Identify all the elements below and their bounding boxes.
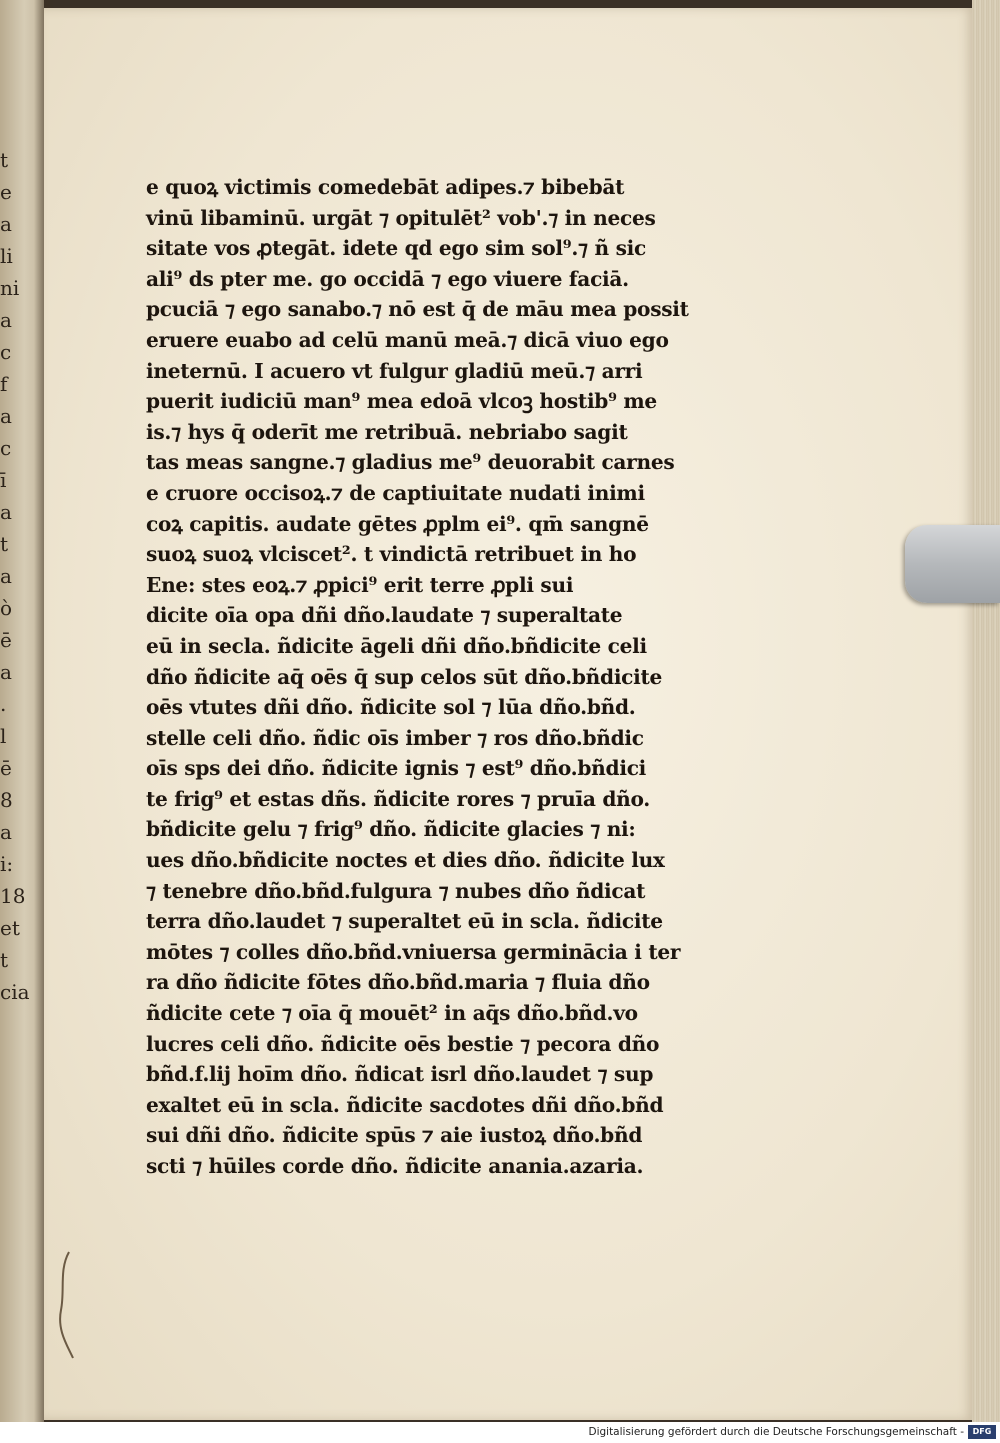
funding-credit: Digitalisierung gefördert durch die Deutsche Forschungsgemeinschaft - [588,1426,964,1438]
text-line: eruere euabo ad celū manū meā.⁊ dicā viuo ego [146,327,669,352]
text-line: terra dño.laudet ⁊ superaltet eū in scla. ñdicite [146,909,663,934]
margin-letter: a [0,212,12,236]
text-line: e quoꝝ victimis comedebāt adipes.⁊ bibebāt [146,175,625,199]
margin-letter: t [0,148,9,172]
text-line: Ene: stes eoꝝ.⁊ ꝓpici⁹ erit terre ꝓpli sui [146,572,574,597]
page-damage-mark [55,1250,85,1360]
digitization-footer [0,1422,1000,1443]
margin-letter: l [0,724,7,748]
text-line: ñdicite cete ⁊ oīa q̄ mouēt² in aq̄s dño.bñd.vo [146,1001,638,1026]
dfg-logo: DFG [968,1425,996,1439]
margin-letter: a [0,500,12,524]
margin-letter: f [0,372,8,396]
margin-letter: a [0,404,12,428]
margin-letter: c [0,436,12,460]
text-line: vinū libaminū. urgāt ⁊ opitulēt² vob'.⁊ in neces [146,205,656,230]
margin-letter: 18 [0,884,26,908]
text-line: ra dño ñdicite fōtes dño.bñd.maria ⁊ fluia dño [146,970,650,995]
margin-letter: . [0,692,7,716]
margin-letter: ò [0,596,13,620]
text-line: sui dñi dño. ñdicite spūs ⁊ aie iustoꝝ dño.bñd [146,1123,643,1148]
text-line: puerit iudiciū man⁹ mea edoā vlcoꝫ hostib⁹ me [146,389,657,414]
margin-letter: a [0,308,12,332]
margin-letter: 8 [0,788,13,812]
margin-letter: c [0,340,12,364]
text-line: sitate vos ꝓtegāt. idete qd ego sim sol⁹.⁊ ñ sic [146,236,646,261]
text-line: suoꝝ suoꝝ vlciscet². t vindictā retribuet in ho [146,542,637,567]
text-line: dicite oīa opa dñi dño.laudate ⁊ superaltate [146,603,623,628]
metal-clasp [905,525,1000,603]
margin-letter: et [0,916,20,940]
text-line: stelle celi dño. ñdic oīs imber ⁊ ros dño.bñdic [146,725,644,750]
margin-letter: ē [0,628,12,652]
previous-page-margin-text [0,148,30,1004]
text-line: ali⁹ ds pter me. go occidā ⁊ ego viuere faciā. [146,266,629,291]
text-line: bñd.f.lij hoīm dño. ñdicat isrl dño.laudet ⁊ sup [146,1062,654,1087]
margin-letter: a [0,660,12,684]
margin-letter: e [0,180,12,204]
margin-letter: a [0,564,12,588]
margin-letter: cia [0,980,30,1004]
margin-letter: ni [0,276,20,300]
text-line: ⁊ tenebre dño.bñd.fulgura ⁊ nubes dño ñdicat [146,878,646,903]
text-line: is.⁊ hys q̄ oderīt me retribuā. nebriabo sagit [146,419,628,444]
text-line: oēs vtutes dñi dño. ñdicite sol ⁊ lūa dño.bñd. [146,695,636,720]
fore-edge-leaves [972,0,1000,1422]
text-line: exaltet eū in scla. ñdicite sacdotes dñi dño.bñd [146,1092,664,1117]
text-line: ues dño.bñdicite noctes et dies dño. ñdicite lux [146,848,665,873]
text-line: ineternū. I acuero vt fulgur gladiū meū.⁊ arri [146,358,643,383]
text-line: lucres celi dño. ñdicite oēs bestie ⁊ pecora dño [146,1031,660,1056]
margin-letter: i: [0,852,14,876]
text-line: bñdicite gelu ⁊ frig⁹ dño. ñdicite glacies ⁊ ni: [146,817,636,842]
text-line: scti ⁊ hūiles corde dño. ñdicite anania.azaria. [146,1154,644,1178]
margin-letter: li [0,244,13,268]
text-line: mōtes ⁊ colles dño.bñd.vniuersa germinācia i ter [146,939,681,964]
margin-letter: ē [0,756,12,780]
text-line: coꝝ capitis. audate gētes ꝓplm ei⁹. qm̄ sangnē [146,511,649,536]
margin-letter: t [0,532,9,556]
text-line: eū in secla. ñdicite āgeli dñi dño.bñdicite celi [146,633,647,658]
text-line: tas meas sangne.⁊ gladius me⁹ deuorabit carnes [146,450,675,475]
text-line: dño ñdicite aq̄ oēs q̄ sup celos sūt dño.bñdicite [146,664,663,689]
margin-letter: ī [0,468,7,492]
text-line: oīs sps dei dño. ñdicite ignis ⁊ est⁹ dño.bñdici [146,756,647,781]
printed-text-block [146,172,746,1182]
margin-letter: t [0,948,9,972]
text-line: te frig⁹ et estas dñs. ñdicite rores ⁊ pruīa dño. [146,786,651,811]
text-line: e cruore occisoꝝ.⁊ de captiuitate nudati inimi [146,480,645,505]
text-line: pcuciā ⁊ ego sanabo.⁊ nō est q̄ de māu mea possit [146,297,689,322]
margin-letter: a [0,820,12,844]
